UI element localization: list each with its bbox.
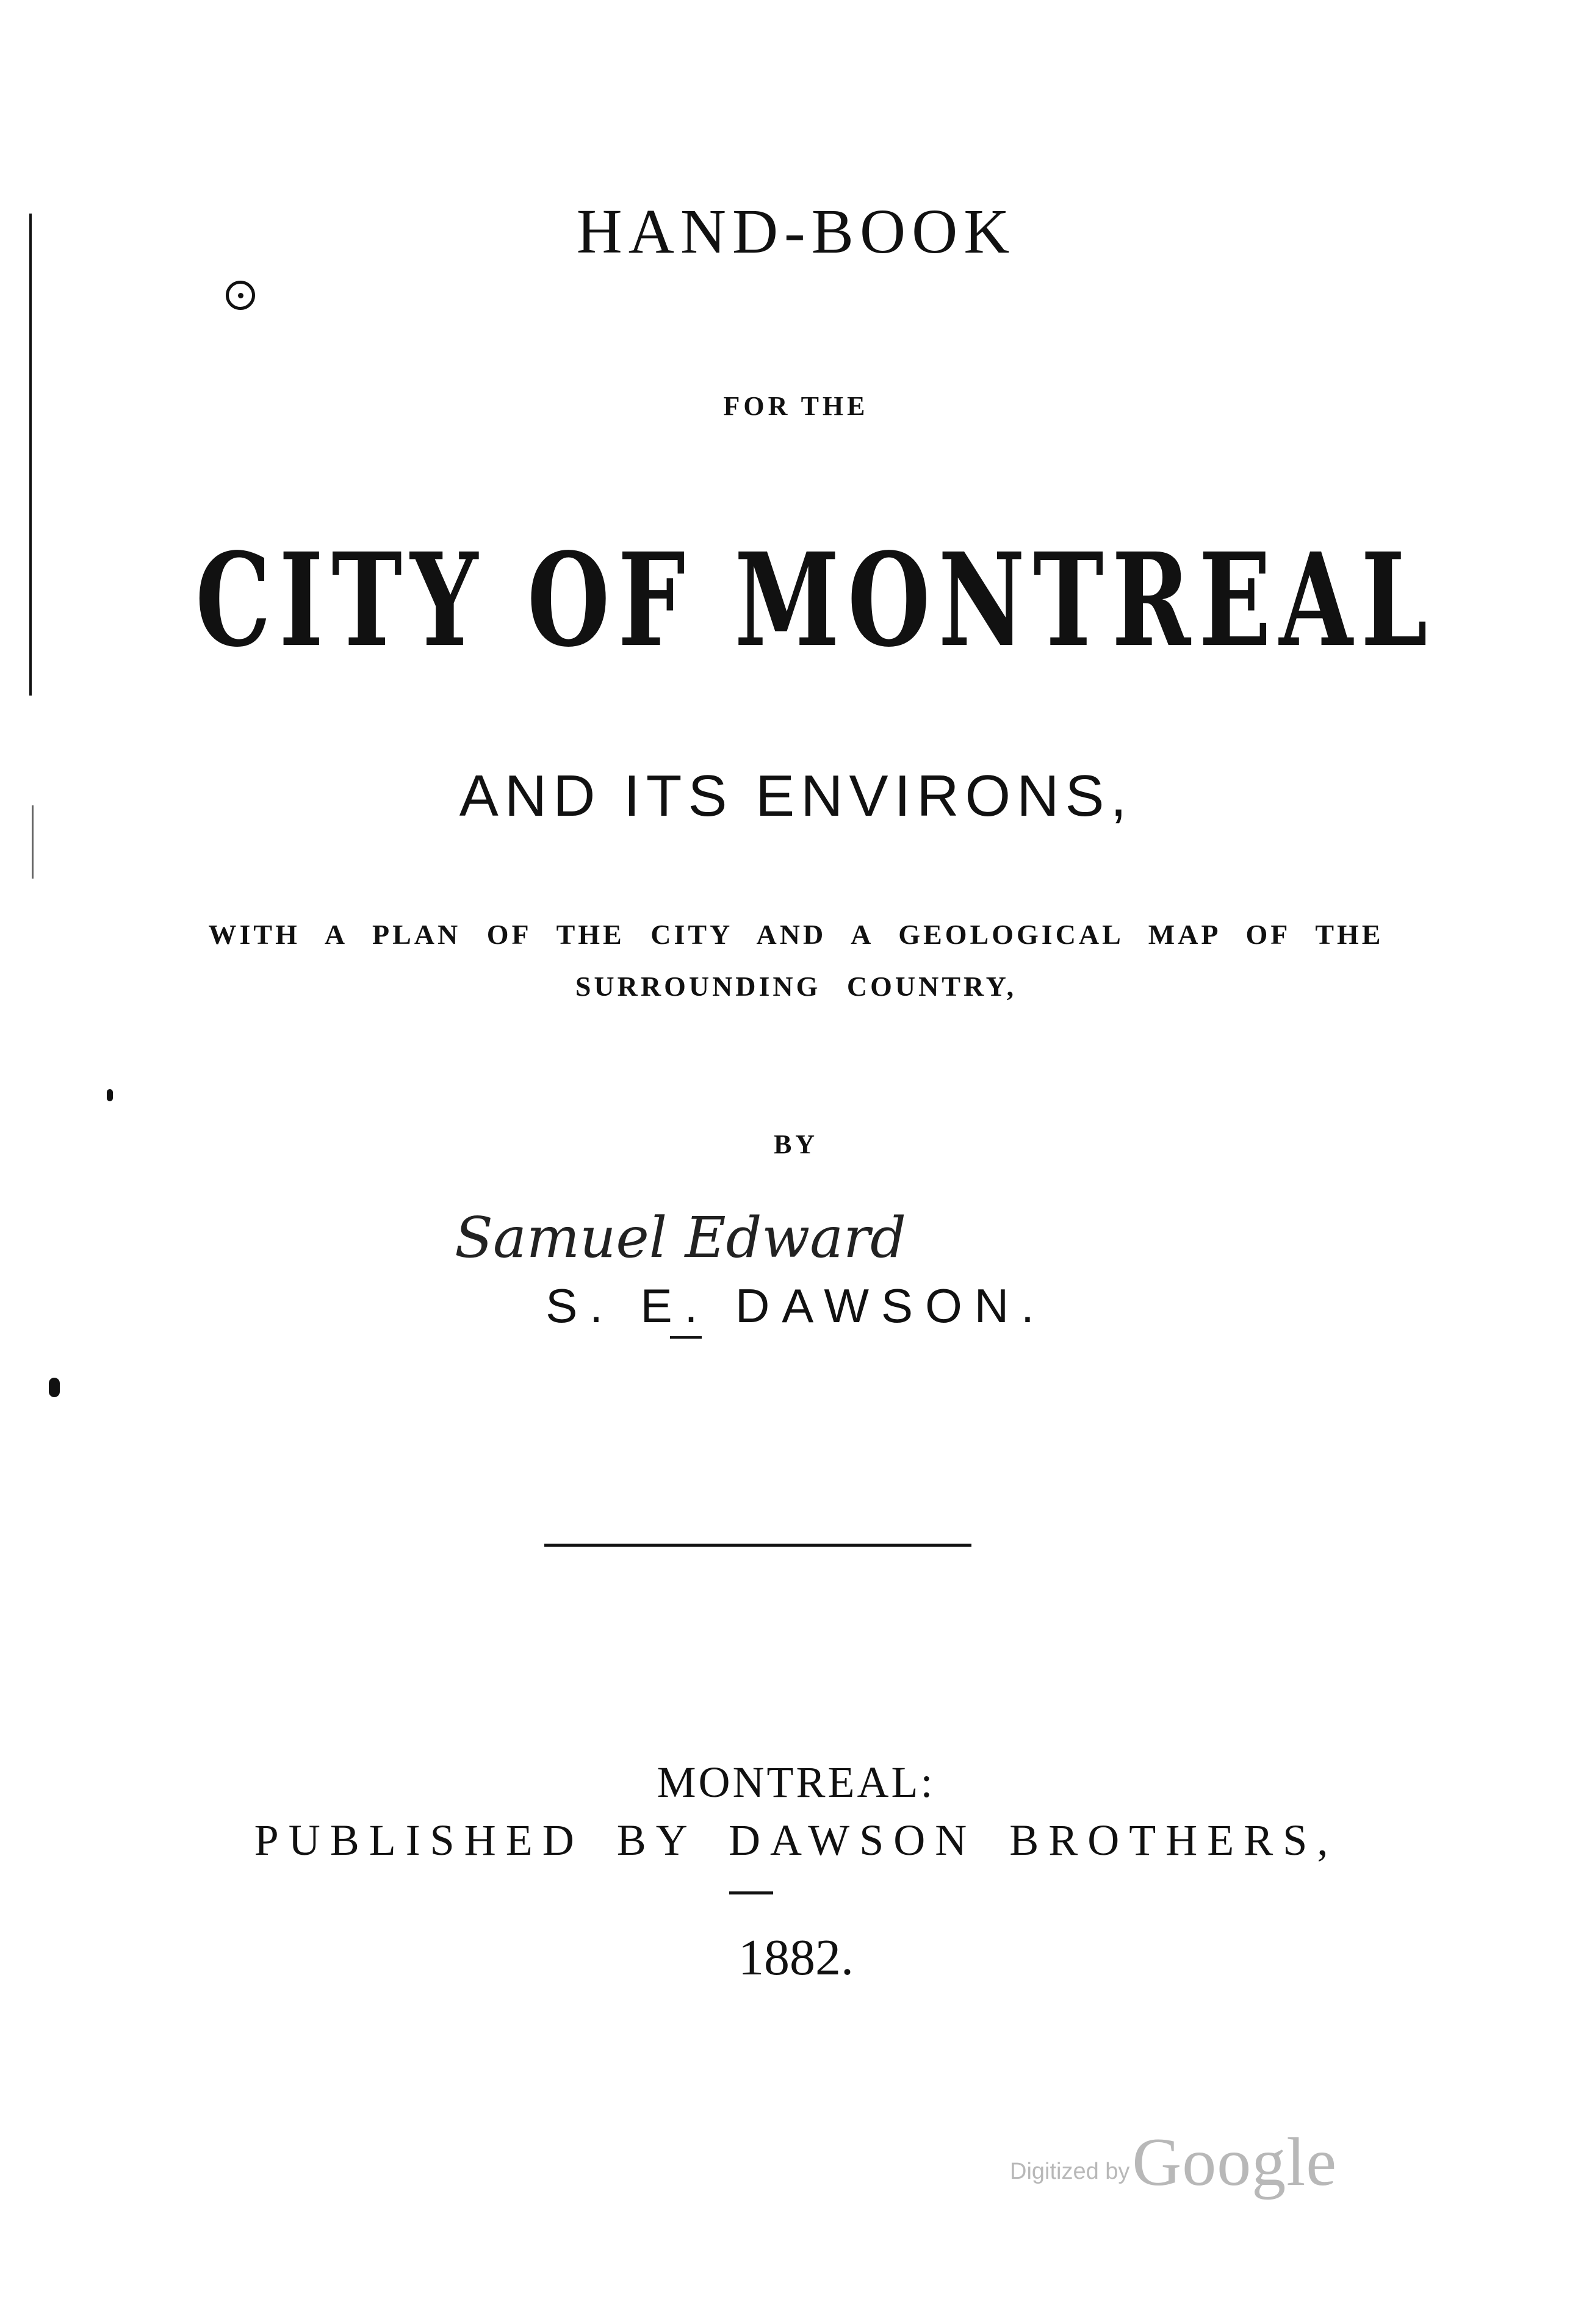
handwritten-name: Samuel Edward bbox=[455, 1205, 906, 1270]
author-name: S. E. DAWSON. bbox=[546, 1279, 1046, 1333]
book-subtitle: AND ITS ENVIRONS, bbox=[459, 763, 1133, 829]
book-heading: HAND-BOOK bbox=[576, 196, 1016, 267]
by-label: BY bbox=[773, 1129, 819, 1159]
short-dash-rule bbox=[729, 1891, 773, 1894]
scan-ink-speck bbox=[107, 1089, 113, 1101]
library-stamp-icon bbox=[226, 281, 255, 310]
publication-year: 1882. bbox=[738, 1929, 854, 1986]
publication-city: MONTREAL: bbox=[657, 1758, 935, 1807]
divider-rule bbox=[544, 1544, 971, 1547]
scan-ink-blot bbox=[49, 1378, 60, 1397]
for-the-label: FOR THE bbox=[723, 391, 869, 421]
watermark-prefix: Digitized by bbox=[1010, 2159, 1130, 2184]
scan-edge-line bbox=[29, 214, 32, 696]
publisher: PUBLISHED BY DAWSON BROTHERS, bbox=[254, 1816, 1338, 1865]
book-title: CITY OF MONTREAL bbox=[195, 525, 1436, 675]
description-line-2: SURROUNDING COUNTRY, bbox=[575, 971, 1017, 1002]
digitized-watermark bbox=[1010, 2123, 1337, 2202]
google-logo: Google bbox=[1132, 2124, 1338, 2200]
description-line-1: WITH A PLAN OF THE CITY AND A GEOLOGICAL MAP OF THE bbox=[208, 919, 1384, 950]
author-underline-mark bbox=[670, 1336, 702, 1339]
